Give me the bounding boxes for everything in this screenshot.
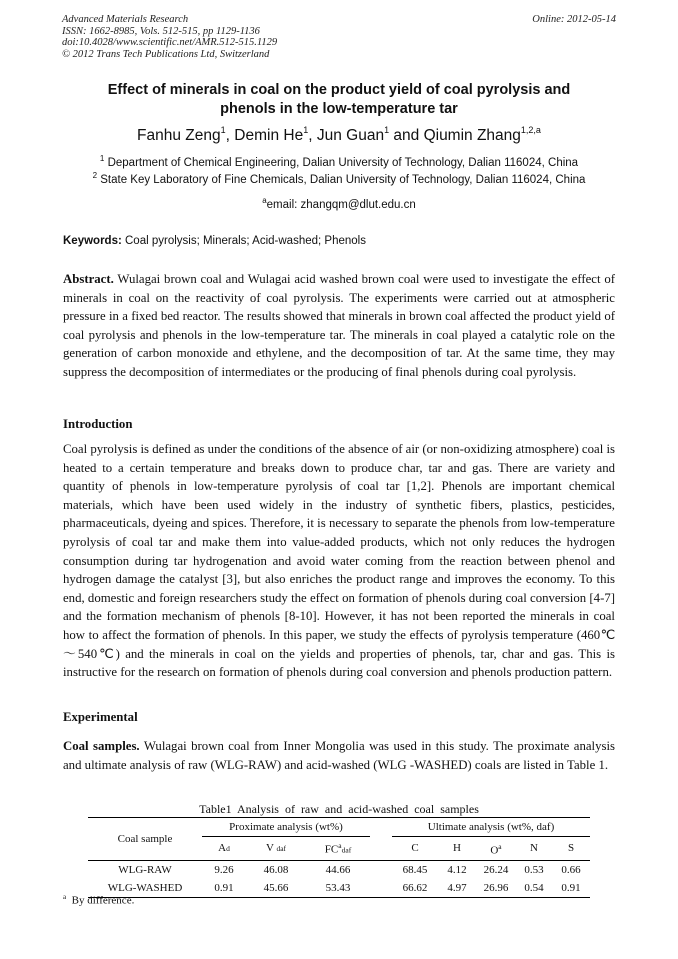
affiliation-text: State Key Laboratory of Fine Chemicals, Dalian University of Technology, Dalian 116024, China (100, 173, 586, 186)
col-o: $O^a$ (490, 841, 502, 857)
col-vdaf: V daf (265, 841, 287, 854)
author-name: Demin He (234, 127, 304, 145)
abstract-text: Wulagai brown coal and Wulagai acid washed brown coal were used to investigate the effect of minerals in coal on the reactivity of coal pyrolysis. The experiments were carried out at atmospheric pressure in a fixed bed reactor. The results showed that minerals in brown coal affected the product yield of coal pyrolysis and phenols in the low-temperature tar. The minerals in coal played a catalytic role on the generation of carbon monoxide and ethylene, and the decomposition of tar. At the same time, they may suppress the decomposition of intermediates or the producing of final phenols during coal pyrolysis. (63, 272, 615, 379)
email-text: email: zhangqm@dlut.edu.cn (266, 198, 416, 211)
cell: 4.12 (447, 863, 467, 876)
table-row (88, 879, 590, 898)
cell: 46.08 (263, 863, 289, 876)
cell: 0.91 (561, 881, 581, 894)
title-line-2: phenols in the low-temperature tar (220, 101, 458, 117)
author-affil-sup: 1 (384, 125, 390, 135)
author-affil-sup: 1 (303, 125, 309, 135)
title-line-1: Effect of minerals in coal on the product yield of coal pyrolysis and (107, 82, 571, 98)
author-separator: , (308, 127, 317, 145)
abstract-label: Abstract. (63, 272, 114, 286)
table-header-group-row (88, 818, 590, 837)
doi-line: doi:10.4028/www.scientific.net/AMR.512-515.1129 (62, 37, 278, 48)
keywords-text: Coal pyrolysis; Minerals; Acid-washed; Phenols (125, 235, 366, 247)
coal-samples-label: Coal samples. (63, 739, 140, 753)
abstract (63, 270, 615, 382)
affiliation-text: Department of Chemical Engineering, Dalian University of Technology, Dalian 116024, China (107, 156, 579, 169)
col-ad: Ad (218, 841, 230, 854)
col-fcdaf: $FC^adaf$ (324, 841, 352, 856)
author-and: and (389, 127, 424, 145)
coal-samples-text: Wulagai brown coal from Inner Mongolia was used in this study. The proximate analysis and ultimate analysis of raw (WLG-RAW) and acid-washed (WLG -WASHED) coals are listed in Table 1. (63, 739, 615, 772)
paper-title (40, 81, 638, 119)
cell: 66.62 (402, 881, 428, 894)
cell: 26.24 (483, 863, 509, 876)
cell: 68.45 (402, 863, 428, 876)
author-name: Qiumin Zhang (423, 127, 521, 145)
footnote-sup: a (63, 893, 67, 901)
online-date: Online: 2012-05-14 (532, 14, 616, 25)
affiliation-2 (40, 168, 638, 188)
cell: 0.66 (561, 863, 581, 876)
cell: 53.43 (325, 881, 351, 894)
group-proximate: Proximate analysis (wt%) (202, 818, 370, 837)
coal-samples-paragraph (63, 737, 615, 774)
experimental-heading: Experimental (63, 710, 138, 724)
group-ultimate: Ultimate analysis (wt%, daf) (392, 818, 590, 837)
introduction-text: Coal pyrolysis is defined as under the conditions of the absence of air (or non-oxidizing atmosphere) coal is heated to a certain temperature and breaks down to produce char, tar and gas. There are variety and quantity of phenols in low-temperature pyrolysis of coal tar [1,2]. Phenols are important chemical materials, which have been used widely in the industry of synthetic fibers, plastics, pesticides, pharmaceuticals, dyeing and spices. Therefore, it is necessary to separate the phenols from low-temperature pyrolysis of coal tar and make them into value-added products, which not only reduces the hydrogen consumption during tar hydrogenation and avoid water coming from the reaction between phenol and hydrogen damage the catalyst [3], but also enriches the product range and improves the economy. To this end, domestic and foreign researchers study the effect on formation of phenols during coal conversion [4-7] and the formation mechanism of phenols [8-10]. However, it has not been reported the minerals in coal how to affect the formation of phenols. In this paper, we study the effects of pyrolysis temperature (460℃～540℃) and the minerals in coal on the yields and properties of phenols, tar, char and gas. This is instructive for the research on formation of phenols during coal conversion and phenols production pattern. (63, 442, 615, 680)
keywords (63, 235, 366, 247)
author-name: Fanhu Zeng (137, 127, 221, 145)
analysis-table (88, 817, 590, 898)
author-affil-sup: 1 (220, 125, 226, 135)
cell: 0.54 (524, 881, 544, 894)
row-sample: WLG-WASHED (107, 881, 183, 894)
author-email (40, 193, 638, 213)
cell: 44.66 (325, 863, 351, 876)
footnote-text: By difference. (71, 894, 135, 907)
issn-line: ISSN: 1662-8985, Vols. 512-515, pp 1129-1136 (62, 25, 260, 37)
journal-name: Advanced Materials Research (62, 14, 189, 25)
email-sup: a (262, 196, 267, 205)
cell: 9.26 (214, 863, 234, 876)
cell: 0.53 (524, 863, 544, 876)
cell: 45.66 (263, 881, 289, 894)
affiliation-sup: 1 (99, 154, 105, 163)
table-row (88, 860, 590, 879)
col-h: H (453, 842, 461, 855)
table-caption: Table1 Analysis of raw and acid-washed coal samples (199, 802, 479, 816)
introduction-heading: Introduction (63, 417, 133, 431)
cell: 4.97 (447, 881, 467, 894)
keywords-label: Keywords: (63, 235, 122, 247)
table-footnote (63, 893, 134, 907)
col-n: N (530, 842, 538, 855)
copyright-line: © 2012 Trans Tech Publications Ltd, Switzerland (62, 48, 270, 60)
row-sample: WLG-RAW (118, 863, 172, 876)
cell: 0.91 (214, 881, 234, 894)
author-separator: , (225, 127, 235, 145)
col-coal-sample: Coal sample (88, 818, 202, 861)
author-affil-sup: 1,2,a (520, 125, 541, 135)
journal-header (62, 14, 277, 60)
affiliation-sup: 2 (92, 171, 98, 180)
col-c: C (411, 842, 419, 855)
author-name: Jun Guan (316, 127, 385, 145)
col-s: S (567, 842, 575, 855)
author-list (40, 121, 638, 146)
cell: 26.96 (483, 881, 509, 894)
